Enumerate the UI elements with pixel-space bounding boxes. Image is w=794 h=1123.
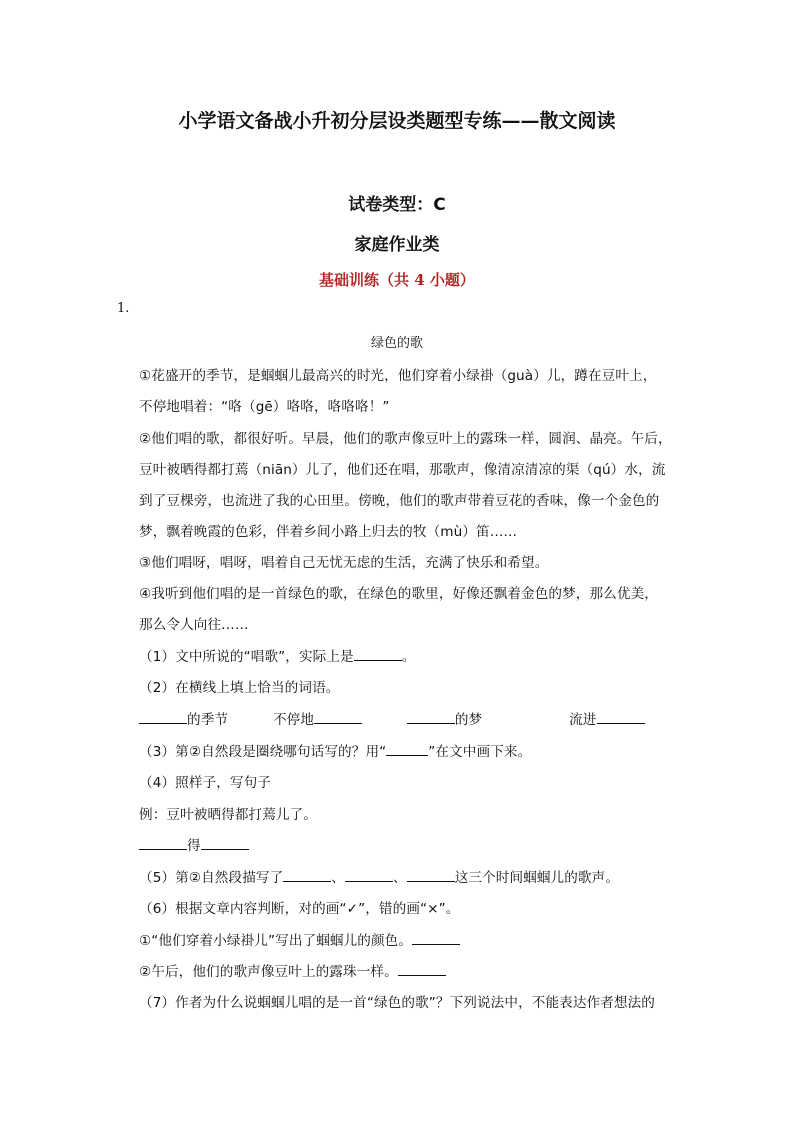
q4-de: 得 [187, 838, 201, 854]
answer-blank[interactable] [398, 961, 446, 976]
question-1 [139, 645, 415, 665]
category-heading: 家庭作业类 [354, 235, 440, 255]
answer-blank[interactable] [201, 835, 249, 850]
passage-line: ③他们唱呀，唱呀，唱着自己无忧无虑的生活，充满了快乐和希望。 [139, 555, 549, 571]
passage-line: 那么令人向往…… [139, 617, 249, 633]
question-7: （7）作者为什么说蝈蝈儿唱的是一首“绿色的歌”？下列说法中，不能表达作者想法的 [139, 995, 656, 1011]
q2-item-1: 的季节 [187, 712, 229, 728]
answer-blank[interactable] [139, 835, 187, 850]
document-title: 小学语文备战小升初分层设类题型专练——散文阅读 [178, 110, 616, 132]
question-number: 1. [117, 301, 130, 316]
question-5 [139, 866, 619, 886]
answer-blank[interactable] [354, 646, 402, 661]
question-4-answer [139, 834, 249, 854]
question-6-item-1 [139, 929, 460, 949]
paper-type: 试卷类型：C [348, 195, 446, 215]
q2-item-4: 流进 [569, 712, 597, 728]
question-3-text: （3）第②自然段是圈绕哪句话写的？用“ [139, 744, 387, 760]
answer-blank[interactable] [139, 709, 187, 724]
answer-blank[interactable] [345, 867, 393, 882]
passage-line: ④我听到他们唱的是一首绿色的歌，在绿色的歌里，好像还飘着金色的梦，那么优美， [139, 586, 658, 602]
question-6: （6）根据文章内容判断，对的画“✓”，错的画“×”。 [139, 901, 460, 917]
q2-item-2: 不停地 [272, 712, 315, 728]
question-1-text: （1）文中所说的“唱歌”，实际上是 [139, 649, 354, 665]
q5-sep: 、 [392, 870, 407, 886]
passage-title: 绿色的歌 [370, 336, 423, 351]
q6-item-1-text: ①“他们穿着小绿褂儿”写出了蝈蝈儿的颜色。 [139, 933, 413, 949]
q2-item-3: 的梦 [454, 712, 483, 728]
q5-sep: 、 [331, 870, 345, 886]
answer-blank[interactable] [314, 709, 362, 724]
answer-blank[interactable] [597, 709, 645, 724]
question-6-item-2 [139, 960, 446, 980]
passage-line: 梦，飘着晚霞的色彩，伴着乡间小路上归去的牧（mù）笛…… [139, 524, 518, 540]
question-1-end: 。 [401, 649, 416, 665]
question-5-end: 这三个时间蝈蝈儿的歌声。 [454, 870, 620, 886]
q6-item-2-text: ②午后，他们的歌声像豆叶上的露珠一样。 [139, 964, 398, 980]
question-4-example: 例：豆叶被晒得都打蔫儿了。 [139, 807, 318, 823]
answer-blank[interactable] [386, 741, 428, 756]
passage-line: 到了豆棵旁，也流进了我的心田里。傍晚，他们的歌声带着豆花的香味，像一个金色的 [139, 493, 660, 509]
answer-blank[interactable] [407, 867, 455, 882]
question-4: （4）照样子，写句子 [139, 775, 271, 791]
question-3-end: ”在文中画下来。 [428, 744, 532, 760]
answer-blank[interactable] [407, 709, 455, 724]
question-2-items [139, 708, 679, 728]
passage-line: 豆叶被晒得都打蔫（niān）儿了，他们还在唱，那歌声，像清凉清凉的渠（qú）水，流 [139, 462, 666, 478]
passage-line: 不停地唱着：“咯（gē）咯咯，咯咯咯！” [139, 399, 390, 415]
answer-blank[interactable] [412, 930, 460, 945]
question-3 [139, 740, 531, 760]
question-5-text: （5）第②自然段描写了 [139, 870, 284, 886]
passage-line: ②他们唱的歌，都很好听。早晨，他们的歌声像豆叶上的露珠一样，圆润、晶亮。午后， [139, 431, 672, 447]
passage-line: ①花盛开的季节，是蝈蝈儿最高兴的时光，他们穿着小绿褂（guà）儿，蹲在豆叶上， [139, 368, 657, 384]
section-heading: 基础训练（共 4 小题） [319, 271, 475, 289]
question-2: （2）在横线上填上恰当的词语。 [139, 680, 340, 696]
answer-blank[interactable] [283, 867, 331, 882]
